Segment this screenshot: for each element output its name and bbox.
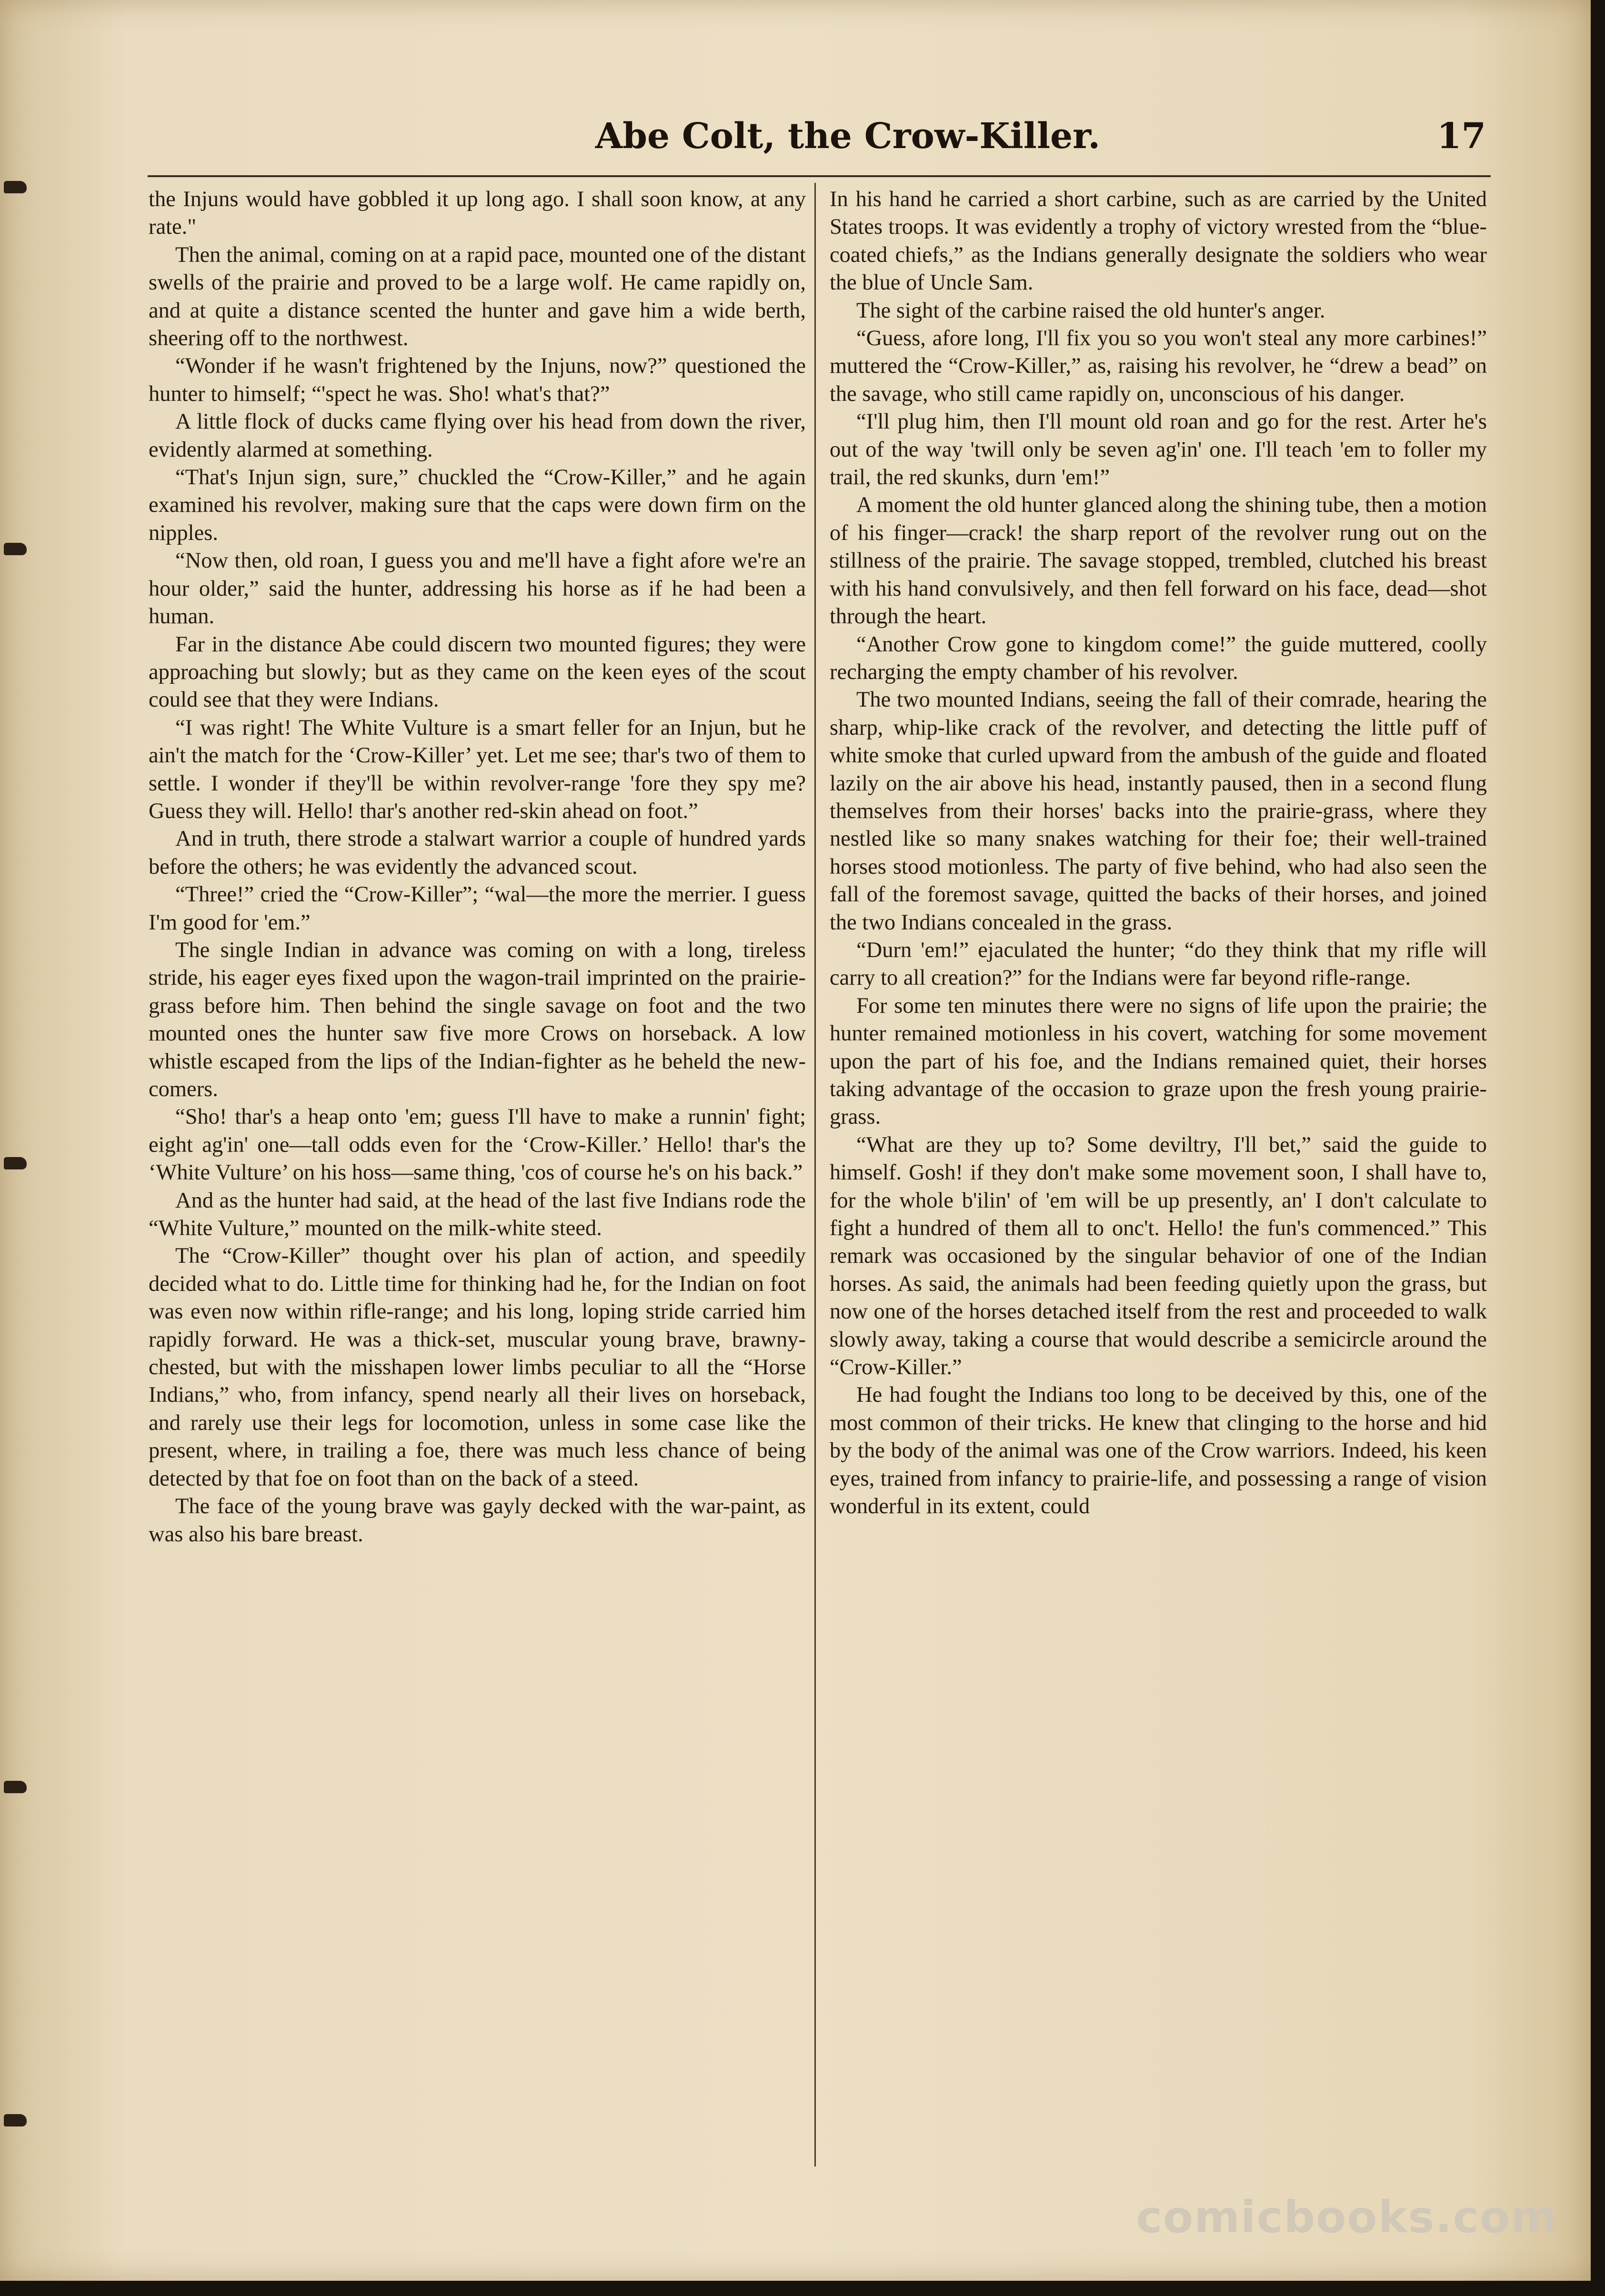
paragraph: the Injuns would have gobbled it up long ago. I shall soon know, at any rate." <box>149 187 806 240</box>
binding-hole <box>4 1781 27 1793</box>
paragraph: “Another Crow gone to kingdom come!” the guide muttered, coolly recharging the empty chamber of his revolver. <box>830 632 1487 684</box>
paragraph: The single Indian in advance was coming on with a long, tireless stride, his eager eyes fixed upon the wagon-trail imprinted on the prairie-grass before him. Then behind the single savage on foot and the two mounted ones the hunter saw five more Crows on horseback. A low whistle escaped from the lips of the Indian-fighter as he beheld the new-comers. <box>149 938 806 1101</box>
paragraph: “Sho! thar's a heap onto 'em; guess I'll have to make a runnin' fight; eight ag'in' one—tall odds even for the ‘Crow-Killer.’ Hello! thar's the ‘White Vulture’ on his hoss—same thing, 'cos of course he's on his back.” <box>149 1105 806 1185</box>
paragraph: “I was right! The White Vulture is a smart feller for an Injun, but he ain't the match for the ‘Crow-Killer’ yet. Let me see; thar's two of them to settle. I wonder if they'll be within revolver-range 'fore they spy me? Guess they will. Hello! thar's another red-skin ahead on foot.” <box>149 715 806 823</box>
paragraph: Then the animal, coming on at a rapid pace, mounted one of the distant swells of the prairie and proved to be a large wolf. He came rapidly on, and at quite a distance scented the hunter and gave him a wide berth, sheering off to the northwest. <box>149 242 806 351</box>
binding-hole <box>4 1157 27 1169</box>
paragraph: For some ten minutes there were no signs of life upon the prairie; the hunter remained motionless in his covert, watching for some movement upon the part of his foe, and the Indians remained quiet, their horses taking advantage of the occasion to graze upon the fresh young prairie-grass. <box>830 993 1487 1129</box>
paragraph: And in truth, there strode a stalwart warrior a couple of hundred yards before the others; he was evidently the advanced scout. <box>149 827 806 879</box>
binding-hole <box>4 543 27 555</box>
paragraph: “What are they up to? Some deviltry, I'll bet,” said the guide to himself. Gosh! if they don't make some movement soon, I shall have to, for the whole b'ilin' of 'em will be up presently, an' I don't calculate to fight a hundred of them all to onc't. Hello! the fun's commenced.” This remark was occasioned by the singular behavior of one of the Indian horses. As said, the animals had been feeding quietly upon the grass, but now one of the horses detached itself from the rest and proceeded to walk slowly away, taking a course that would describe a semicircle around the “Crow-Killer.” <box>830 1132 1487 1380</box>
paragraph: The two mounted Indians, seeing the fall of their comrade, hearing the sharp, whip-like crack of the revolver, and detecting the little puff of white smoke that curled upward from the ambush of the guide and floated lazily on the air above his head, instantly paused, then in a second flung themselves from their horses' backs into the prairie-grass, where they nestled like so many snakes watching for their foe; their well-trained horses stood motionless. The party of five behind, who had also seen the fall of the foremost savage, quitted the backs of their horses, and joined the two Indians concealed in the grass. <box>830 688 1487 935</box>
header-rule <box>148 175 1491 177</box>
page-number: 17 <box>1437 116 1486 157</box>
column-divider <box>814 183 816 2166</box>
paragraph: Far in the distance Abe could discern two mounted figures; they were approaching but slowly; but as they came on the keen eyes of the scout could see that they were Indians. <box>149 632 806 712</box>
paragraph: “I'll plug him, then I'll mount old roan and go for the rest. Arter he's out of the way 'twill only be seven ag'in' one. I'll teach 'em to foller my trail, the red skunks, durn 'em!” <box>830 409 1487 490</box>
paragraph: “Three!” cried the “Crow-Killer”; “wal—the more the merrier. I guess I'm good for 'em.” <box>149 882 806 935</box>
binding-hole <box>4 181 27 193</box>
paragraph: “Guess, afore long, I'll fix you so you won't steal any more carbines!” muttered the “Crow-Killer,” as, raising his revolver, he “drew a bead” on the savage, who still came rapidly on, unconscious of his danger. <box>830 326 1487 406</box>
paragraph: And as the hunter had said, at the head of the last five Indians rode the “White Vulture,” mounted on the milk-white steed. <box>149 1188 806 1241</box>
paragraph: “That's Injun sign, sure,” chuckled the “Crow-Killer,” and he again examined his revolver, making sure that the caps were down firm on the nipples. <box>149 465 806 545</box>
paragraph: A moment the old hunter glanced along the shining tube, then a motion of his finger—crack! the sharp report of the revolver rung out on the stillness of the prairie. The savage stopped, trembled, clutched his breast with his hand convulsively, and then fell forward on his face, dead—shot through the heart. <box>830 493 1487 629</box>
paragraph: He had fought the Indians too long to be deceived by this, one of the most common of their tricks. He knew that clinging to the horse and hid by the body of the animal was one of the Crow warriors. Indeed, his keen eyes, trained from infancy to prairie-life, and possessing a range of vision wonderful in its extent, could <box>830 1383 1487 1519</box>
text-column-left <box>149 186 806 2176</box>
running-title: Abe Colt, the Crow-Killer. <box>595 116 1101 157</box>
paragraph: The “Crow-Killer” thought over his plan of action, and speedily decided what to do. Little time for thinking had he, for the Indian on foot was even now within rifle-range; and his long, loping stride carried him rapidly forward. He was a thick-set, muscular young brave, brawny-chested, but with the misshapen lower limbs peculiar to all the “Horse Indians,” who, from infancy, spend nearly all their lives on horseback, and rarely use their legs for locomotion, unless in some case like the present, where, in trailing a foe, there was much less chance of being detected by that foe on foot than on the back of a steed. <box>149 1244 806 1491</box>
paragraph: “Wonder if he wasn't frightened by the Injuns, now?” questioned the hunter to himself; “'spect he was. Sho! what's that?” <box>149 354 806 406</box>
paragraph: The sight of the carbine raised the old hunter's anger. <box>856 298 1325 323</box>
paragraph: The face of the young brave was gayly decked with the war-paint, as was also his bare breast. <box>149 1494 806 1547</box>
paragraph: “Now then, old roan, I guess you and me'll have a fight afore we're an hour older,” said the hunter, addressing his horse as if he had been a human. <box>149 549 806 629</box>
paragraph: A little flock of ducks came flying over his head from down the river, evidently alarmed at something. <box>149 409 806 462</box>
watermark: comicbooks.com <box>1136 2192 1557 2243</box>
text-column-right <box>830 186 1487 2176</box>
paragraph: “Durn 'em!” ejaculated the hunter; “do they think that my rifle will carry to all creation?” for the Indians were far beyond rifle-range. <box>830 938 1487 990</box>
running-header <box>152 112 1486 170</box>
binding-hole <box>4 2114 27 2126</box>
paragraph: In his hand he carried a short carbine, such as are carried by the United States troops. It was evidently a trophy of victory wrested from the “blue-coated chiefs,” as the Indians generally designate the soldiers who wear the blue of Uncle Sam. <box>830 187 1487 295</box>
